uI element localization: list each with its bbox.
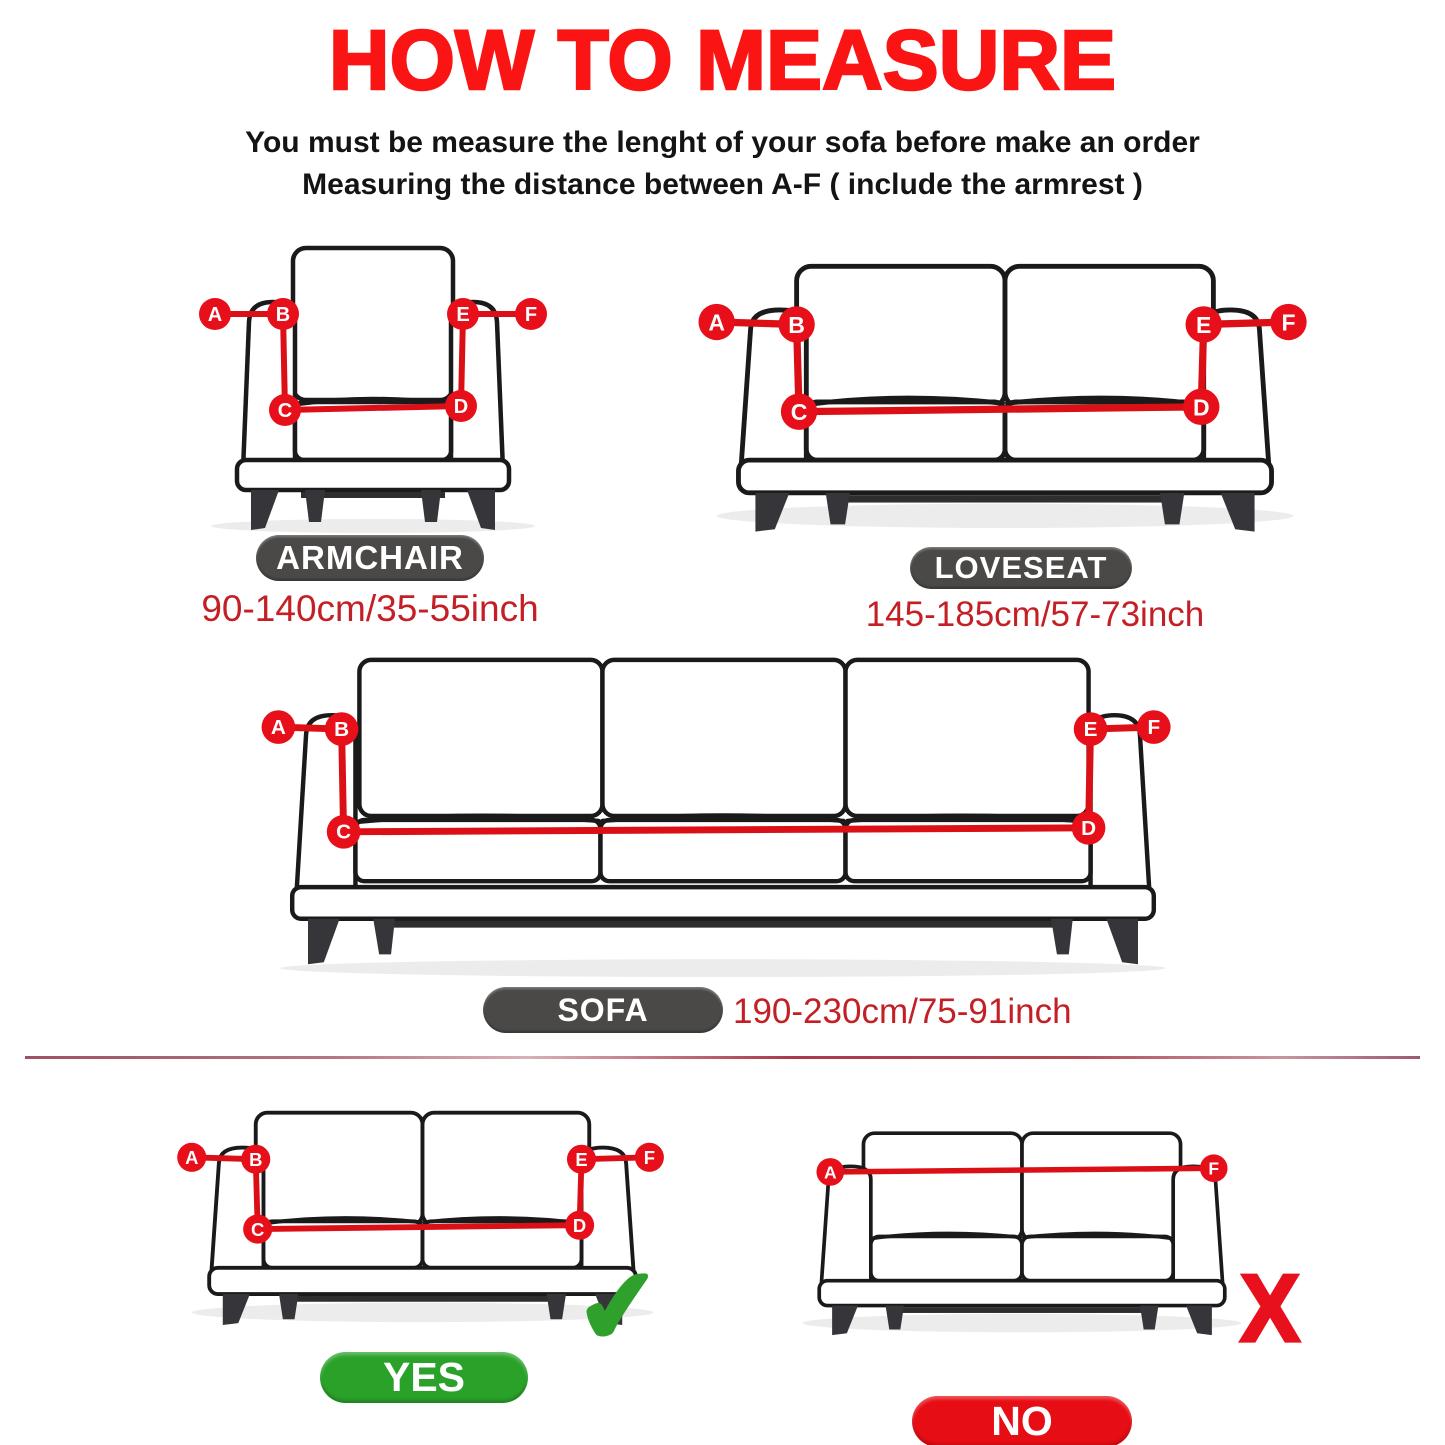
svg-text:D: D xyxy=(1081,816,1097,840)
svg-text:F: F xyxy=(524,304,538,326)
marker-f xyxy=(1200,1154,1228,1182)
svg-text:E: E xyxy=(1083,717,1098,741)
marker-d xyxy=(1072,811,1106,845)
marker-f xyxy=(1137,710,1171,744)
svg-text:D: D xyxy=(1192,394,1210,421)
svg-text:C: C xyxy=(790,399,808,426)
divider-line xyxy=(25,1056,1420,1059)
svg-text:C: C xyxy=(277,400,293,422)
sofa-diagram xyxy=(248,650,1198,981)
svg-text:B: B xyxy=(275,304,291,326)
svg-text:F: F xyxy=(1208,1158,1220,1179)
loveseat-diagram xyxy=(690,254,1320,533)
svg-text:A: A xyxy=(185,1147,199,1169)
sofa-size-text: 190-230cm/75-91inch xyxy=(733,992,1072,1031)
marker-a xyxy=(262,710,296,744)
marker-a xyxy=(199,298,231,330)
marker-b xyxy=(778,306,814,342)
svg-text:A: A xyxy=(708,309,725,336)
incorrect-measure-diagram xyxy=(782,1124,1262,1336)
marker-c xyxy=(243,1215,272,1244)
svg-text:D: D xyxy=(453,396,469,418)
marker-a xyxy=(816,1158,844,1186)
no-badge: NO xyxy=(912,1396,1132,1445)
subtitle-line-1: You must be measure the lenght of your sofa before make an order xyxy=(245,126,1200,159)
check-icon: ✔ xyxy=(570,1245,668,1369)
svg-text:F: F xyxy=(1147,715,1161,739)
cross-icon: X xyxy=(1240,1256,1301,1362)
marker-e xyxy=(1186,306,1222,342)
marker-c xyxy=(269,394,301,426)
marker-b xyxy=(325,712,359,746)
marker-f xyxy=(515,298,547,330)
svg-text:A: A xyxy=(823,1162,837,1183)
marker-d xyxy=(1183,389,1219,425)
loveseat-label-pill: LOVESEAT xyxy=(910,547,1132,589)
svg-text:A: A xyxy=(270,715,286,739)
marker-e xyxy=(1074,712,1108,746)
svg-text:E: E xyxy=(456,304,470,326)
svg-text:B: B xyxy=(334,717,350,741)
marker-f xyxy=(1270,304,1306,340)
incorrect-measure-overlay xyxy=(830,1168,1213,1172)
armchair-diagram xyxy=(193,238,553,534)
marker-b xyxy=(241,1145,270,1174)
svg-text:C: C xyxy=(251,1218,265,1240)
svg-text:F: F xyxy=(1281,309,1296,336)
svg-text:B: B xyxy=(788,311,805,338)
marker-f xyxy=(635,1143,664,1172)
marker-a xyxy=(698,304,734,340)
svg-text:C: C xyxy=(336,820,352,844)
page-title: HOW TO MEASURE xyxy=(328,13,1117,107)
sofa-label-pill: SOFA xyxy=(483,987,723,1033)
marker-e xyxy=(567,1145,596,1174)
yes-badge: YES xyxy=(320,1352,528,1403)
svg-text:F: F xyxy=(643,1147,656,1169)
marker-c xyxy=(327,815,361,849)
svg-text:D: D xyxy=(572,1214,587,1236)
marker-a xyxy=(177,1143,206,1172)
armchair-label-pill: ARMCHAIR xyxy=(256,535,484,581)
marker-d xyxy=(445,390,477,422)
marker-d xyxy=(565,1211,594,1240)
loveseat-size-text: 145-185cm/57-73inch xyxy=(865,595,1205,634)
svg-text:A: A xyxy=(207,304,223,326)
svg-text:B: B xyxy=(249,1149,263,1171)
marker-e xyxy=(447,298,479,330)
marker-c xyxy=(781,394,817,430)
subtitle-line-2: Measuring the distance between A-F ( include the armrest ) xyxy=(302,168,1143,201)
marker-b xyxy=(267,298,299,330)
svg-text:E: E xyxy=(575,1149,588,1171)
armchair-size-text: 90-140cm/35-55inch xyxy=(201,588,539,629)
svg-text:E: E xyxy=(1196,311,1212,338)
